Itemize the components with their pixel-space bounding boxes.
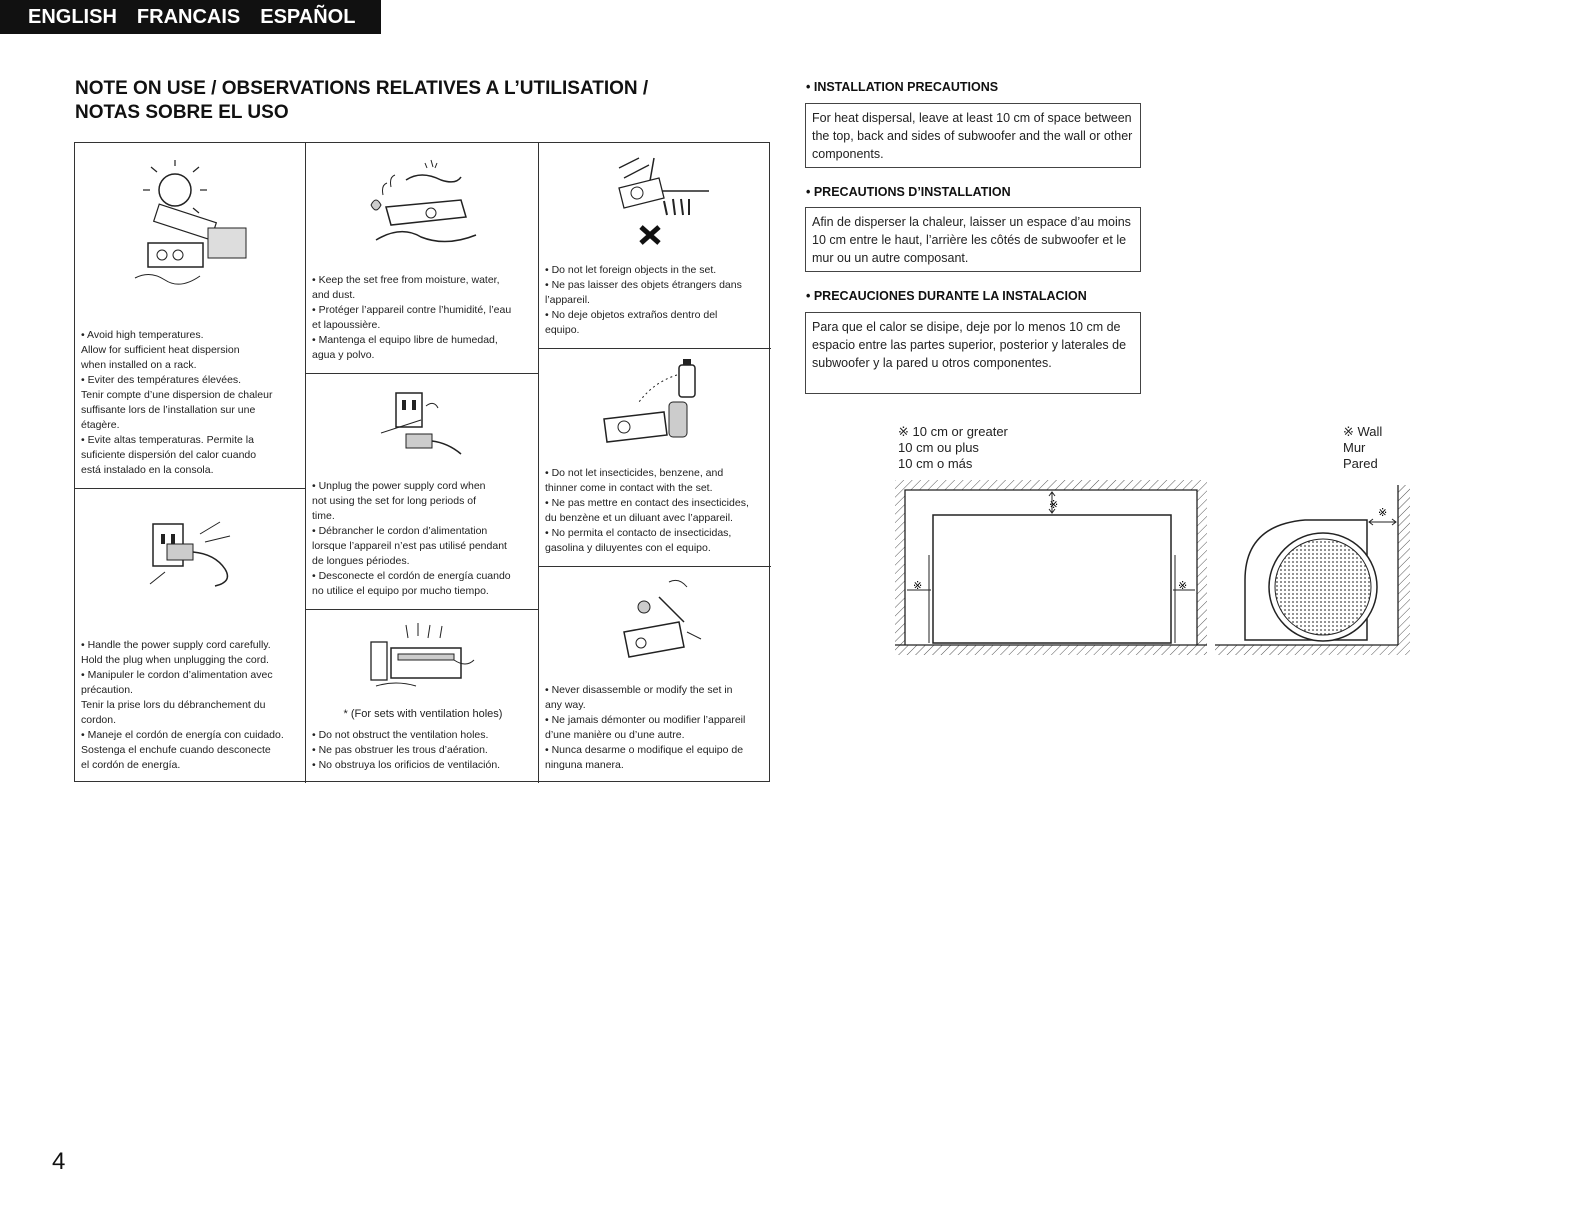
left-clearance-mark: ※ — [913, 579, 923, 592]
note-foreign-objects — [539, 143, 771, 349]
note-high-temperature — [75, 143, 306, 489]
clearance-note: ※ 10 cm or greater 10 cm ou plus 10 cm o más — [898, 424, 1008, 471]
disassemble-text: • Never disassemble or modify the set in any way. • Ne jamais démonter ou modifier l’appareil d’une manière ou d’une autre. • Nunca desarme o modifique el equipo de ninguna manera. — [545, 684, 746, 771]
foreign-objects-text: • Do not let foreign objects in the set. • Ne pas laisser des objets étrangers dans l’appareil. • No deje objetos extraños dentro del equipo. — [545, 264, 742, 336]
lang-espanol: ESPAÑOL — [260, 5, 356, 28]
note-ventilation-holes — [306, 610, 539, 783]
sun-heat-illustration — [130, 158, 260, 288]
note-disassemble — [539, 567, 771, 783]
top-clearance-mark: ※ — [1049, 498, 1059, 511]
power-cord-text: • Handle the power supply cord carefully. Hold the plug when unplugging the cord. • Manipuler le cordon d’alimentation avec précaution. Tenir la prise lors du débranchement du cordon. • Maneje el cordón de energía con cuidado. Sostenga el enchufe cuando desconecte el cordón de energía. — [81, 639, 284, 771]
foreign-objects-illustration — [589, 153, 719, 248]
installation-precautions-text-en: For heat dispersal, leave at least 10 cm of space between the top, back and sides of subwoofer and the wall or other components. — [805, 103, 1141, 168]
note-power-cord-handling — [75, 489, 306, 783]
clearance-front-diagram — [895, 480, 1207, 655]
ventilation-text: * (For sets with ventilation holes) • Do not obstruct the ventilation holes. • Ne pas obstruer les trous d’aération. • No obstruya los orificios de ventilación. — [312, 707, 534, 773]
page-number: 4 — [52, 1148, 66, 1175]
back-clearance-mark: ※ — [1378, 506, 1388, 519]
lang-english: ENGLISH — [28, 5, 117, 28]
temperature-text: • Avoid high temperatures. Allow for sufficient heat dispersion when installed on a rack. • Eviter des températures élevées. Tenir compte d’une dispersion de chaleur suffisante lors de l’installation sur une étagère. • Evite altas temperaturas. Permite la suficiente dispersión del calor cuando está instalado en la consola. — [81, 329, 273, 476]
moisture-illustration — [361, 155, 486, 255]
language-bar — [0, 0, 381, 34]
installation-precautions-title-fr: • PRECAUTIONS D’INSTALLATION — [806, 185, 1011, 199]
page-title: NOTE ON USE / OBSERVATIONS RELATIVES A L’UTILISATION / NOTAS SOBRE EL USO — [75, 78, 649, 123]
insecticides-text: • Do not let insecticides, benzene, and thinner come in contact with the set. • Ne pas mettre en contact des insecticides, du benzène et un diluant avec l’appareil. • No permita el contacto de insecticidas, gasolina y diluyentes con el equipo. — [545, 467, 749, 554]
ventilation-note: * (For sets with ventilation holes) — [343, 708, 503, 720]
lang-francais: FRANCAIS — [136, 5, 241, 28]
moisture-text: • Keep the set free from moisture, water, and dust. • Protéger l’appareil contre l’humidité, l’eau et lapoussière. • Mantenga el equipo libre de humedad, agua y polvo. — [312, 274, 512, 361]
spray-can-illustration — [599, 357, 719, 452]
installation-precautions-text-es: Para que el calor se disipe, deje por lo menos 10 cm de espacio entre las partes superior, posterior y laterales de subwoofer y la pared u otros componentes. — [805, 312, 1141, 394]
installation-precautions-text-fr: Afin de disperser la chaleur, laisser un espace d’au moins 10 cm entre le haut, l’arrière les côtés de subwoofer et le mur ou un autre composant. — [805, 207, 1141, 272]
plug-hand-illustration — [145, 514, 245, 594]
screwdriver-illustration — [609, 577, 709, 667]
usage-notes-grid — [74, 142, 770, 782]
unplug-text: • Unplug the power supply cord when not using the set for long periods of time. • Débrancher le cordon d’alimentation lorsque l’appareil n’est pas utilisé pendant de longues périodes. • Desconecte el cordón de energía cuando no utilice el equipo por mucho tiempo. — [312, 480, 511, 597]
note-moisture-dust — [306, 143, 539, 374]
note-insecticides — [539, 349, 771, 567]
clearance-side-diagram — [1215, 480, 1410, 655]
wall-note: ※ Wall Mur Pared — [1343, 424, 1383, 471]
note-unplug-long-periods — [306, 374, 539, 610]
installation-precautions-title-en: • INSTALLATION PRECAUTIONS — [806, 80, 999, 94]
ventilation-illustration — [366, 620, 481, 695]
installation-precautions-title-es: • PRECAUCIONES DURANTE LA INSTALACION — [806, 289, 1087, 303]
unplugged-outlet-illustration — [376, 388, 466, 458]
right-clearance-mark: ※ — [1178, 579, 1188, 592]
